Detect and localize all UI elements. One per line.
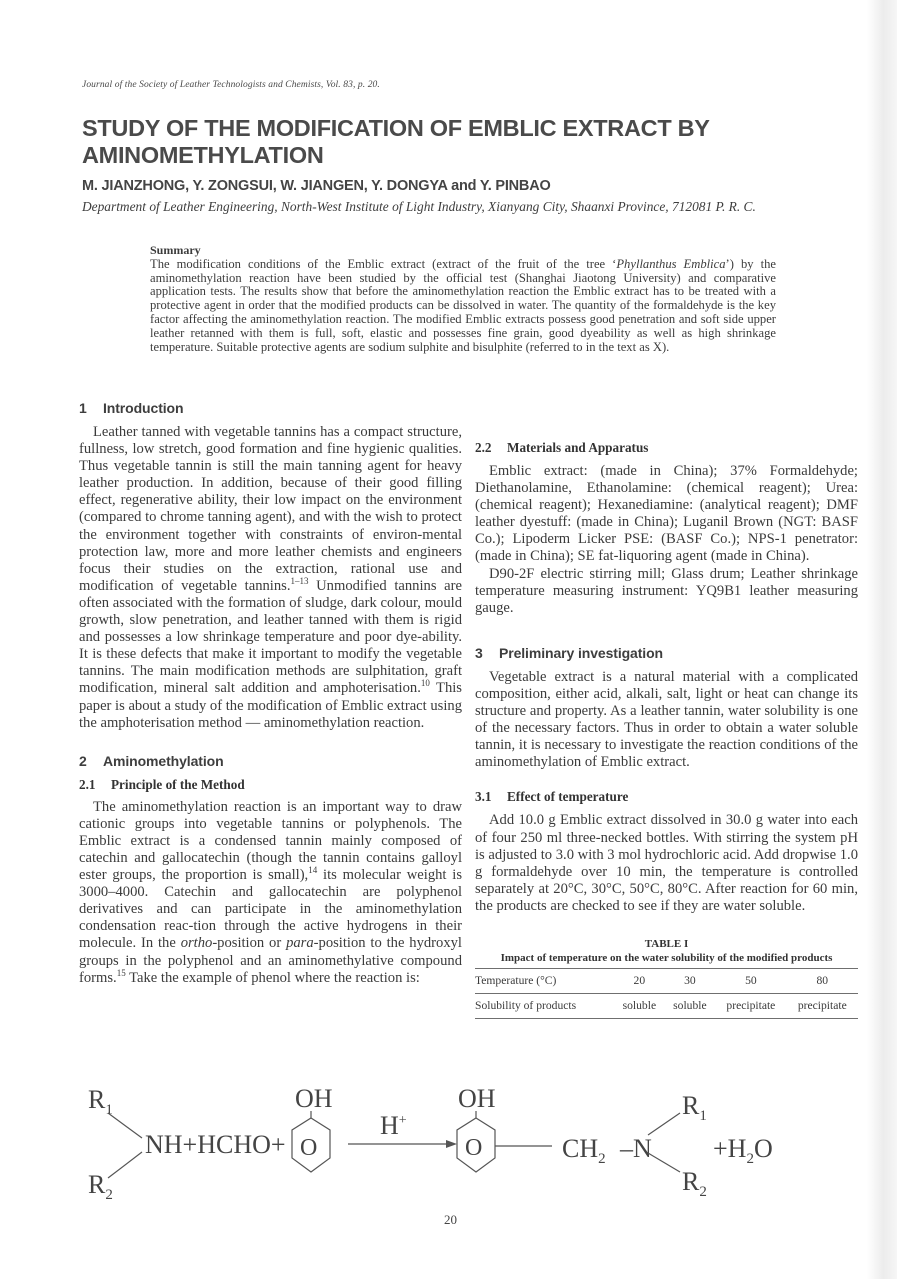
principle-text-e: Take the example of phenol where the reaction is: [125,969,420,986]
section-number: 2 [79,752,87,769]
principle-text-d: -position to the hydroxyl groups in the polyphenol and an aminomethylative compound forms. [79,935,462,986]
r2-left: $R_2$ [88,1170,113,1200]
table-1 [475,937,858,1019]
principle-text-c: -position or [212,935,287,952]
preliminary-paragraph: Vegetable extract is a natural material with a complicated composition, either acid, alkali, salt, light or heat can change its structure and property. As a leather tannin, water solubility is one of the necessary factors. Thus in order to obtain a water soluble tannin, it is necessary to investigate the reaction conditions of the aminomethylation of Emblic extract. [475,668,858,771]
journal-citation: Journal of the Society of Leather Technologists and Chemists, Vol. 83, p. 20. [82,80,380,90]
reactants-formula: NH+HCHO+ [145,1130,286,1159]
principle-text-b: its molecular weight is 3000–4000. Catechin and gallocatechin are polyphenol derivatives and can participate in the aminomethylation condensation reac-tion through the active hydrogens in their molecule. In the [79,867,462,952]
table-cell: 20 [614,968,665,993]
row-header: Temperature (°C) [475,968,614,993]
table-caption: Impact of temperature on the water solubility of the modified products [500,951,833,964]
bond-r2 [108,1152,142,1178]
ring-label-product: O [465,1135,483,1161]
table-row [475,993,858,1018]
author-list: M. JIANZHONG, Y. ZONGSUI, W. JIANGEN, Y. DONGYA and Y. PINBAO [82,178,551,194]
intro-paragraph [79,424,462,732]
subsection-heading-principle [79,777,462,793]
catalyst-label: H+ [380,1111,407,1140]
intro-text-a: Leather tanned with vegetable tannins has a compact structure, fullness, low stretch, good formation and fine hygienic qualities. Thus vegetable tannin is still the main tanning agent for heavy leather production. In addition, because of their good filling effect, regenerative ability, their low impact on the environment (compared to chrome tanning agent), and with the wish to protect the environment together with constraints of environ-mental protection law, more and more leather chemists and engineers focus their studies on the extraction, rational use and modification of vegetable tannins. [79,424,462,594]
ring-label-reactant: O [300,1135,318,1161]
section-number: 1 [79,400,87,416]
ortho-term: ortho [180,935,213,952]
table-cell: precipitate [715,993,786,1018]
water-product: $+H_2O$ [713,1134,773,1167]
intro-text-b: Unmodified tannins are often associated with the formation of sludge, dark colour, mould growth, slow penetration, and leather tanned with them is rigid and possesses a low shrinkage temperature and poor dye-ability. It is these defects that make it important to modify the vegetable tannins. The main modification methods are sulphitation, graft modification, mineral salt addition and amphoterisation. [79,577,462,697]
para-term: para [286,935,314,952]
citation-ref: 10 [420,678,430,689]
left-column [79,400,462,987]
subsection-title: Effect of temperature [507,789,629,805]
citation-ref: 15 [116,967,126,978]
table-label: TABLE I [644,937,689,950]
principle-text-a: The aminomethylation reaction is an important way to draw cationic groups into vegetable tannins or polyphenols. The Emblic extract is a condensed tannin mainly composed of catechin and gallocatechin (though the tannin contains galloyl ester groups, the proportion is small), [79,798,462,884]
table-cell: 30 [665,968,716,993]
summary-block [150,244,776,354]
section-title: Preliminary investigation [499,644,663,661]
summary-species-name: Phyllanthus Emblica [616,256,726,271]
citation-ref: 14 [308,865,318,876]
section-title: Aminomethylation [103,752,224,769]
summary-text-2: ’) by the aminomethylation reaction have been studied by the official test (Shanghai Jiaotong University) and comparative application tests. The results show that before the aminomethylation reaction the Emblic extract has to be treated with a protective agent in order that the modified products can be dissolved in water. The quantity of the formaldehyde is the key factor affecting the aminomethylation reaction. The modified Emblic extracts possess good penetration and soft side upper leather retanned with them is full, soft, elastic and possesses fine grain, good dyeability as well as high shrinkage temperature. Suitable protective agents are sodium sulphite and bisulphite (referred to in the text as X). [150,256,776,354]
subsection-heading-temperature [475,789,858,805]
subsection-number: 3.1 [475,789,492,805]
summary-text-1: The modification conditions of the Emblic extract (extract of the fruit of the tree ‘ [150,256,617,271]
table-cell: soluble [665,993,716,1018]
paper-title: STUDY OF THE MODIFICATION OF EMBLIC EXTRACT BY AMINOMETHYLATION [82,115,710,168]
section-heading-introduction [79,400,462,416]
section-number: 3 [475,644,483,661]
oh-label-product: OH [458,1084,496,1113]
materials-paragraph: Emblic extract: (made in China); 37% Formaldehyde; Diethanolamine, Ethanolamine: (chemical reagent); Urea: (chemical reagent); Hexanediamine: (analytical reagent); DMF leather dyestuff: (made in China); Luganil Brown (NGT: BASF Co.); Lipoderm Licker PSE: (BASF Co.); NPS-1 penetrator: (made in China); SE fat-liquoring agent (made in China). [475,463,858,565]
section-heading-preliminary [475,645,858,661]
bond-r2-right [648,1153,680,1172]
temperature-paragraph: Add 10.0 g Emblic extract dissolved in 30.0 g water into each of four 250 ml three-necked bottles. With stirring the system pH is adjusted to 3.0 with 3 mol hydrochloric acid. Add dropwise 1.0 g formaldehyde over 10 min, the temperature is controlled separately at 20°C, 30°C, 50°C, 80°C. After reaction for 60 min, the products are checked to see if they are water soluble. [475,812,858,914]
subsection-title: Materials and Apparatus [507,440,649,455]
principle-paragraph [79,799,462,987]
table-cell: 80 [787,968,858,993]
table-cell: precipitate [787,993,858,1018]
page-number: 20 [444,1212,457,1227]
section-title: Introduction [103,400,184,416]
section-heading-aminomethylation [79,753,462,769]
table-cell: soluble [614,993,665,1018]
intro-text-c: This paper is about a study of the modification of Emblic extract using the amphoterisation method — aminomethylation reaction. [79,680,462,731]
right-column [475,400,858,1019]
ch2-group: $CH_2$ [562,1134,606,1167]
r2-right: $R_2$ [682,1167,707,1200]
table-row [475,968,858,993]
table-cell: 50 [715,968,786,993]
summary-heading: Summary [150,243,201,257]
scan-gutter-shadow [867,0,897,1279]
r1-left: $R_1$ [88,1085,113,1118]
oh-label-reactant: OH [295,1084,333,1113]
citation-ref: 1–13 [290,575,309,586]
reaction-scheme [80,1080,820,1200]
affiliation: Department of Leather Engineering, North-West Institute of Light Industry, Xianyang City, Shaanxi Province, 712081 P. R. C. [82,199,756,214]
row-header: Solubility of products [475,993,614,1018]
bond-r1 [108,1113,142,1138]
subsection-number: 2.1 [79,776,96,792]
apparatus-paragraph: D90-2F electric stirring mill; Glass drum; Leather shrinkage temperature measuring instrument: YQ9B1 leather measuring gauge. [475,565,858,616]
nitrogen-link: –N [620,1134,652,1163]
subsection-title: Principle of the Method [111,776,245,792]
solubility-table [475,968,858,1019]
bond-r1-right [648,1113,680,1135]
r1-right: $R_1$ [682,1091,707,1124]
subsection-number: 2.2 [475,440,492,455]
subsection-heading-materials [475,440,858,456]
arrow-head-icon [446,1140,457,1148]
